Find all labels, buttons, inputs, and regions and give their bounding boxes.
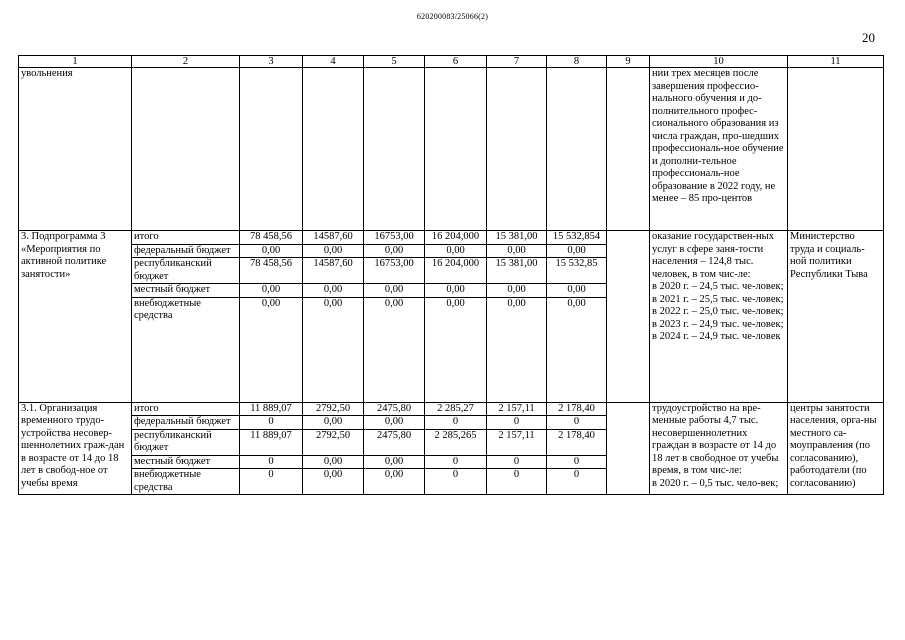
value-cell: 0,00	[547, 244, 607, 258]
header-cell: 11	[788, 56, 884, 68]
value-cell: 0	[425, 469, 487, 495]
value-cell: 15 381,00	[487, 231, 547, 245]
responsible-text: центры занятости населения, орга-ны местного са-моуправления (по согласованию), работодатели (по согласованию)	[788, 402, 884, 495]
budget-label: внебюджетные средства	[132, 469, 240, 495]
value-cell: 0,00	[425, 297, 487, 402]
value-cell: 11 889,07	[240, 402, 303, 416]
value-cell: 14587,60	[303, 231, 364, 245]
budget-label: республиканский бюджет	[132, 258, 240, 284]
table-row	[19, 402, 884, 416]
value-cell: 0,00	[364, 416, 425, 430]
value-cell: 16 204,000	[425, 231, 487, 245]
value-cell: 0	[547, 455, 607, 469]
value-cell: 0	[425, 416, 487, 430]
section-title: 3.1. Организация временного трудо-устройства несовер-шеннолетних граж-дан в возрасте от 14 до 18 лет в свобод-ное от учебы время	[19, 402, 132, 495]
value-cell: 0,00	[303, 244, 364, 258]
continuation-row	[19, 68, 884, 231]
value-cell: 78 458,56	[240, 258, 303, 284]
header-cell: 10	[650, 56, 788, 68]
value-cell: 0	[547, 416, 607, 430]
page-number: 20	[862, 30, 875, 45]
value-cell: 0,00	[303, 469, 364, 495]
budget-label: внебюджетные средства	[132, 297, 240, 402]
value-cell: 16753,00	[364, 258, 425, 284]
table-row	[19, 231, 884, 245]
indicator-text: оказание государствен-ных услуг в сфере заня-тости населения – 124,8 тыс. человек, в том чис-ле: в 2020 г. – 24,5 тыс. че-ловек; в 2021 г. – 25,5 тыс. че-ловек; в 2022 г. – 25,0 тыс. че-ловек; в 2023 г. – 24,9 тыс. че-ловек; в 2024 г. – 24,9 тыс. че-ловек	[650, 231, 788, 403]
budget-label: федеральный бюджет	[132, 244, 240, 258]
budget-label: местный бюджет	[132, 455, 240, 469]
header-cell: 1	[19, 56, 132, 68]
value-cell: 16 204,000	[425, 258, 487, 284]
value-cell: 0,00	[303, 455, 364, 469]
value-cell: 2 157,11	[487, 429, 547, 455]
value-cell: 0,00	[364, 284, 425, 298]
budget-label: федеральный бюджет	[132, 416, 240, 430]
value-cell: 0,00	[425, 244, 487, 258]
budget-label: местный бюджет	[132, 284, 240, 298]
continuation-indicator: нии трех месяцев после завершения профессио-нального обучения и до-полнительного профес-сионального образования из числа граждан, про-шедших профессиональ-ное обучение и дополни-тельное профессиональ-ное образование в 2022 году, не менее – 85 про-центов	[650, 68, 788, 231]
value-cell: 0,00	[240, 297, 303, 402]
value-cell: 0,00	[487, 244, 547, 258]
header-cell: 7	[487, 56, 547, 68]
header-row	[19, 56, 884, 68]
header-cell: 5	[364, 56, 425, 68]
header-cell: 3	[240, 56, 303, 68]
header-cell: 4	[303, 56, 364, 68]
value-cell: 0	[240, 455, 303, 469]
value-cell: 0	[487, 416, 547, 430]
responsible-text: Министерство труда и социаль-ной политики Республики Тыва	[788, 231, 884, 403]
value-cell: 0,00	[364, 469, 425, 495]
value-cell: 2 285,27	[425, 402, 487, 416]
budget-label: республиканский бюджет	[132, 429, 240, 455]
value-cell: 0,00	[364, 244, 425, 258]
header-cell: 8	[547, 56, 607, 68]
value-cell: 0	[240, 469, 303, 495]
value-cell: 2792,50	[303, 429, 364, 455]
value-cell: 0,00	[240, 244, 303, 258]
value-cell: 2 178,40	[547, 429, 607, 455]
indicator-text: трудоустройство на вре-менные работы 4,7 тыс. несовершеннолетних граждан в возрасте от 14 до 18 лет в свободное от учебы время, в том чис-ле: в 2020 г. – 0,5 тыс. чело-век;	[650, 402, 788, 495]
header-cell: 9	[607, 56, 650, 68]
value-cell: 2792,50	[303, 402, 364, 416]
value-cell: 0,00	[547, 297, 607, 402]
value-cell: 0,00	[425, 284, 487, 298]
value-cell: 0,00	[303, 297, 364, 402]
value-cell: 16753,00	[364, 231, 425, 245]
header-cell: 6	[425, 56, 487, 68]
value-cell: 2 285,265	[425, 429, 487, 455]
value-cell: 2475,80	[364, 402, 425, 416]
value-cell: 14587,60	[303, 258, 364, 284]
value-cell: 15 532,854	[547, 231, 607, 245]
continuation-title: увольнения	[19, 68, 132, 231]
value-cell: 2 178,40	[547, 402, 607, 416]
value-cell: 15 381,00	[487, 258, 547, 284]
section-title: 3. Подпрограмма 3 «Мероприятия по активной политике занятости»	[19, 231, 132, 403]
value-cell: 2475,80	[364, 429, 425, 455]
value-cell: 0	[425, 455, 487, 469]
value-cell: 15 532,85	[547, 258, 607, 284]
value-cell: 0,00	[364, 297, 425, 402]
budget-label: итого	[132, 402, 240, 416]
document-id: 620200083/25066(2)	[416, 12, 489, 21]
value-cell: 0	[487, 469, 547, 495]
value-cell: 0,00	[364, 455, 425, 469]
value-cell: 0,00	[547, 284, 607, 298]
value-cell: 0,00	[303, 284, 364, 298]
value-cell: 0	[547, 469, 607, 495]
value-cell: 11 889,07	[240, 429, 303, 455]
budget-label: итого	[132, 231, 240, 245]
value-cell: 0,00	[240, 284, 303, 298]
header-cell: 2	[132, 56, 240, 68]
value-cell: 0	[487, 455, 547, 469]
value-cell: 0,00	[487, 284, 547, 298]
program-table	[18, 55, 884, 495]
value-cell: 0	[240, 416, 303, 430]
value-cell: 78 458,56	[240, 231, 303, 245]
value-cell: 2 157,11	[487, 402, 547, 416]
value-cell: 0,00	[487, 297, 547, 402]
value-cell: 0,00	[303, 416, 364, 430]
